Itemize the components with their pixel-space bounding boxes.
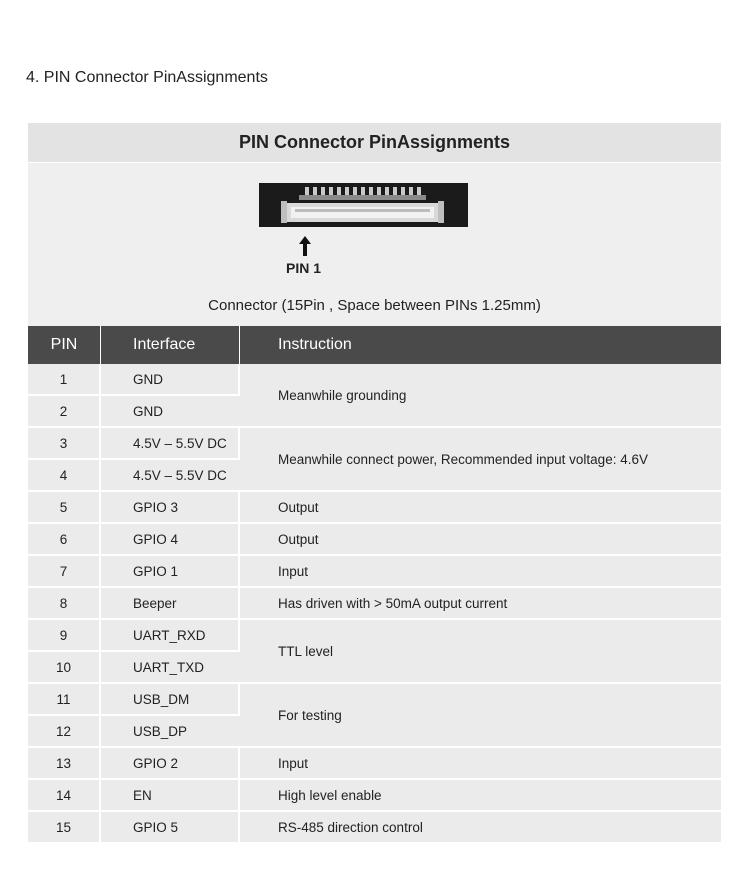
pin-instruction: High level enable [240,780,721,812]
pin-interface: USB_DP [101,716,240,748]
pin-number: 4 [28,460,101,492]
pin-number: 13 [28,748,101,780]
pin-assignment-card [28,123,721,844]
table-row [28,588,721,620]
table-row [28,524,721,556]
arrow-up-icon [290,235,320,257]
header-pin: PIN [28,326,101,364]
pin-interface: USB_DM [101,684,240,716]
table-row [28,364,721,396]
table-row [28,492,721,524]
pin-number: 10 [28,652,101,684]
table-row [28,748,721,780]
pin-number: 9 [28,620,101,652]
pin-table [28,326,721,844]
pin-interface: UART_TXD [101,652,240,684]
pin-interface: GPIO 2 [101,748,240,780]
pin-number: 7 [28,556,101,588]
pin-interface: GND [101,396,240,428]
pin-number: 14 [28,780,101,812]
table-header-row [28,326,721,364]
pin-instruction: Output [240,492,721,524]
pin-instruction: Meanwhile grounding [240,364,721,428]
pin-instruction: Has driven with > 50mA output current [240,588,721,620]
pin-number: 2 [28,396,101,428]
pin-interface: UART_RXD [101,620,240,652]
pin-interface: GPIO 3 [101,492,240,524]
table-row [28,684,721,716]
pin-interface: GND [101,364,240,396]
pin-interface: Beeper [101,588,240,620]
pin-number: 15 [28,812,101,844]
pin-instruction: For testing [240,684,721,748]
pin-instruction: RS-485 direction control [240,812,721,844]
pin-number: 12 [28,716,101,748]
pin-number: 1 [28,364,101,396]
pin-interface: EN [101,780,240,812]
pin-number: 11 [28,684,101,716]
pin-instruction: Output [240,524,721,556]
table-row [28,620,721,652]
pin-interface: 4.5V – 5.5V DC [101,428,240,460]
pin-instruction: Input [240,556,721,588]
header-interface: Interface [101,326,240,364]
pin-number: 5 [28,492,101,524]
pin-number: 3 [28,428,101,460]
table-row [28,556,721,588]
pin-number: 8 [28,588,101,620]
pin-instruction: TTL level [240,620,721,684]
table-row [28,428,721,460]
pin-instruction: Meanwhile connect power, Recommended input voltage: 4.6V [240,428,721,492]
pin-interface: GPIO 1 [101,556,240,588]
table-row [28,780,721,812]
connector-figure [28,163,721,326]
connector-image [259,183,468,227]
pin-interface: 4.5V – 5.5V DC [101,460,240,492]
pin-interface: GPIO 5 [101,812,240,844]
pin-number: 6 [28,524,101,556]
table-body [28,364,721,844]
pin1-label: PIN 1 [286,260,322,276]
section-heading: 4. PIN Connector PinAssignments [26,69,268,86]
pin-instruction: Input [240,748,721,780]
connector-caption: Connector (15Pin , Space between PINs 1.25mm) [208,297,541,314]
card-title: PIN Connector PinAssignments [28,123,721,163]
pin-interface: GPIO 4 [101,524,240,556]
header-instruction: Instruction [240,326,721,364]
table-row [28,812,721,844]
